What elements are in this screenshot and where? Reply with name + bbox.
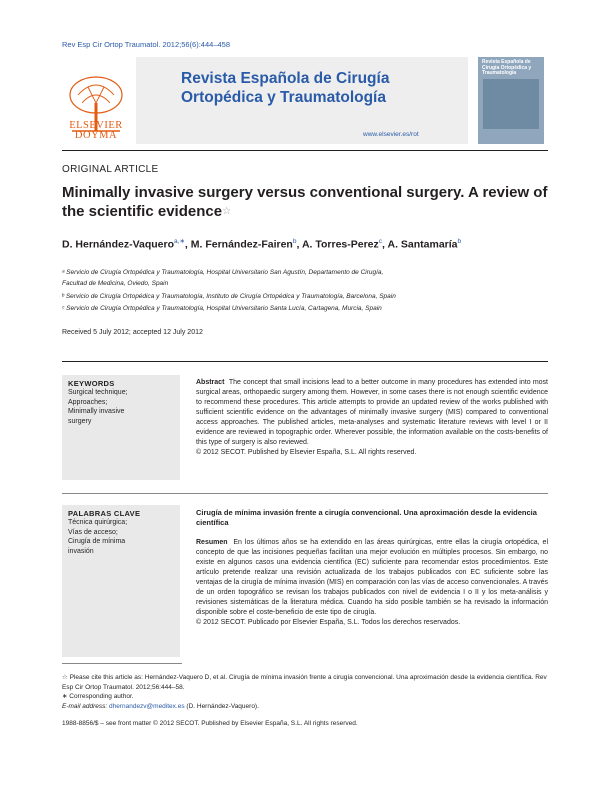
- cover-title: Revista Española de Cirugía Ortopédica y Traumatología: [482, 59, 532, 76]
- article-type: ORIGINAL ARTICLE: [62, 164, 159, 175]
- affiliation: ᵃ Servicio de Cirugía Ortopédica y Traumatología, Hospital Universitario San Agustín, Departamento de Cirugía,: [62, 269, 384, 276]
- keyword: invasión: [68, 547, 94, 555]
- cover-artwork: [483, 79, 539, 129]
- resumen-label: Resumen: [196, 539, 228, 546]
- abstract-label: Abstract: [196, 379, 225, 386]
- received-dates: Received 5 July 2012; accepted 12 July 2012: [62, 329, 203, 336]
- author-name: M. Fernández-Fairen: [190, 238, 293, 251]
- abstract-divider: [62, 493, 548, 494]
- abstract-text: The concept that small incisions lead to a better outcome in many procedures has extended into most surgical areas, orthopaedic surgery among them. However, in some cases there is not enough scientific evidence to recommend these procedures. This article attempts to provide an updated review of the works published with sufficient scientific evidence on the advantages of minimally invasive surgery (MIS) compared to conventional access approaches. The published articles, meta-analyses and systematic literature reviews with level I or II evidence are reviewed in topographic order. Wherever possible, the information available on the costs-benefits of this type of surgery is also reviewed.: [196, 379, 548, 446]
- keyword: Approaches;: [68, 398, 108, 406]
- keyword: Minimally invasive: [68, 408, 125, 415]
- spanish-title: Cirugía de mínima invasión frente a cirugía convencional. Una aproximación desde la evidencia científica: [196, 508, 537, 527]
- keywords-box: [62, 375, 180, 480]
- author-list: D. Hernández-Vaquero$^{a,∗}$, M. Fernández-Fairen$^b$, A. Torres-Perez$^c$, A. Santamaría$^b$: [62, 238, 462, 251]
- author-name: D. Hernández-Vaquero: [62, 238, 175, 251]
- header-rule: [62, 150, 548, 151]
- affiliation: ᶜ Servicio de Cirugía Ortopédica y Traumatología, Hospital Universitario Santa Lucía, Cartagena, Murcia, Spain: [62, 305, 382, 312]
- english-copyright: © 2012 SECOT. Published by Elsevier España, S.L. All rights reserved.: [196, 449, 417, 456]
- keywords-heading: KEYWORDS: [68, 379, 115, 388]
- section-rule: [62, 361, 548, 362]
- resumen-text: En los últimos años se ha extendido en las áreas quirúrgicas, entre ellas la cirugía ortopédica, el concepto de que las incisiones pequeñas facilitan una mejor evolución en múltiples procesos. Sin embargo, no existe en algunos casos una evidencia científica (EC) suficiente para recomendar estos procedimientos. Este artículo pretende realizar una revisión actualizada de los trabajos publicados con EC suficiente sobre las ventajas de la cirugía de mínima invasión (MIS) en comparación con las vías de acceso convencionales. A través de un orden topográfico se revisan los trabajos publicados con nivel de evidencia I o II y los meta-análisis y revisiones sistemáticas de la literatura médica. Cuando ha sido posible también se ha revisado la información disponible sobre el coste-beneficio de este tipo de cirugía.: [196, 539, 549, 616]
- email-link[interactable]: dhernandezv@meditex.es: [108, 702, 185, 710]
- keyword: Surgical technique;: [68, 389, 128, 396]
- author-name: A. Torres-Perez: [301, 238, 379, 251]
- issn-line: 1988-8856/$ – see front matter © 2012 SECOT. Published by Elsevier España, S.L. All rights reserved.: [62, 720, 358, 727]
- affiliation: ᵇ Servicio de Cirugía Ortopédica y Traumatología, Instituto de Cirugía Ortopédica y Traumatología, Barcelona, Spain: [62, 293, 396, 300]
- publisher-logo-text: ELSEVIER DOYMA: [69, 120, 123, 141]
- footnotes: [62, 673, 548, 711]
- author-name: A. Santamaría: [387, 238, 458, 251]
- palabras-clave-heading: PALABRAS CLAVE: [68, 509, 141, 518]
- article-title: Minimally invasive surgery versus conventional surgery. A review of the scientific evidence☆: [62, 184, 548, 220]
- spanish-copyright: © 2012 SECOT. Publicado por Elsevier España, S.L. Todos los derechos reservados.: [196, 619, 461, 626]
- keyword: Vías de acceso;: [68, 528, 118, 536]
- palabras-clave-box: [62, 505, 180, 657]
- journal-citation: Rev Esp Cir Ortop Traumatol. 2012;56(6):444–458: [62, 40, 231, 49]
- spanish-abstract: [196, 538, 548, 628]
- affiliation: Facultad de Medicina, Oviedo, Spain: [62, 280, 169, 287]
- keyword: surgery: [68, 417, 92, 425]
- corresponding-author: ∗ Corresponding author.: [62, 693, 134, 700]
- email-line: E-mail address: dhernandezv@meditex.es (D. Hernández-Vaquero).: [62, 702, 259, 710]
- journal-url-link[interactable]: www.elsevier.es/rot: [363, 131, 419, 138]
- journal-title: Revista Española de Cirugía Ortopédica y Traumatología: [181, 70, 390, 106]
- keyword: Técnica quirúrgica;: [68, 519, 128, 526]
- english-abstract: [196, 378, 548, 458]
- footnote-rule: [62, 663, 182, 664]
- cite-note: ☆ Please cite this article as: Hernández-Vaquero D, et al. Cirugía de mínima invasión frente a cirugía convencional. Una aproximación desde la evidencia científica. Rev Esp Cir Ortop Traumatol. 2012;56:444–58.: [62, 674, 547, 691]
- keyword: Cirugía de mínima: [68, 538, 126, 545]
- title-footnote-star[interactable]: ☆: [222, 206, 232, 217]
